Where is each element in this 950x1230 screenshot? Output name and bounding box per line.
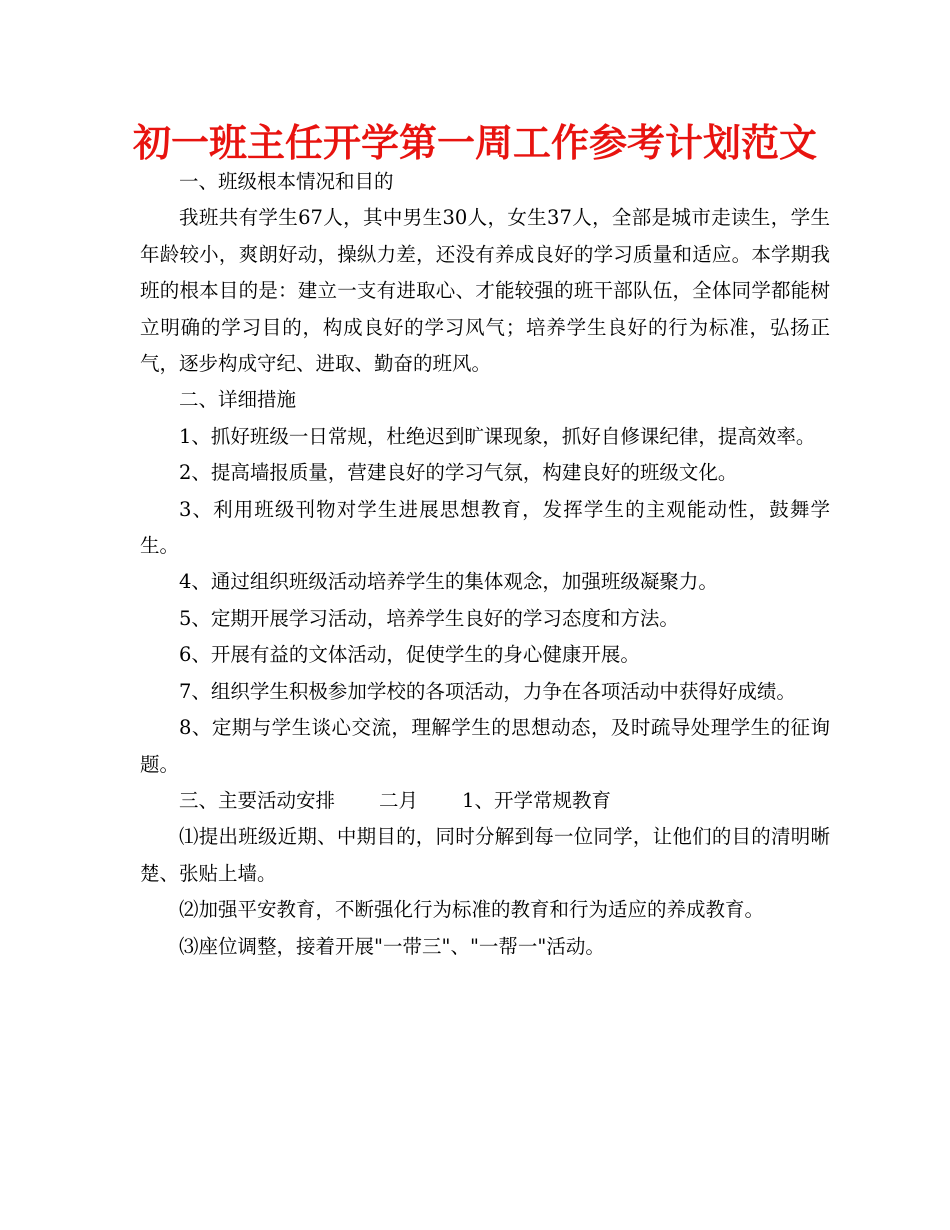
measure-item-2: 2、提高墙报质量，营建良好的学习气氛，构建良好的班级文化。: [179, 461, 738, 485]
document-title: 初一班主任开学第一周工作参考计划范文: [132, 121, 817, 165]
section-heading-2: 二、详细措施: [179, 388, 297, 412]
document-body: [140, 164, 830, 965]
schedule-subitem-3: ⑶座位调整，接着开展"一带三"、"一帮一"活动。: [179, 934, 605, 958]
section-heading-1: 一、班级根本情况和目的: [179, 170, 394, 193]
measure-item-1: 1、抓好班级一日常规，杜绝迟到旷课现象，抓好自修课纪律，提高效率。: [179, 424, 816, 448]
measure-item-5: 5、定期开展学习活动，培养学生良好的学习态度和方法。: [179, 606, 679, 630]
measure-item-4: 4、通过组织班级活动培养学生的集体观念，加强班级凝聚力。: [179, 570, 718, 594]
measure-item-7: 7、组织学生积极参加学校的各项活动，力争在各项活动中获得好成绩。: [179, 679, 796, 703]
measure-item-3: 3、利用班级刊物对学生进展思想教育，发挥学生的主观能动性，鼓舞学生。: [140, 497, 830, 558]
schedule-subitem-1: ⑴提出班级近期、中期目的，同时分解到每一位同学，让他们的目的清明晰楚、张贴上墙。: [140, 825, 830, 885]
schedule-month: 二月: [379, 788, 419, 812]
schedule-subitem-2: ⑵加强平安教育，不断强化行为标准的教育和行为适应的养成教育。: [179, 898, 765, 922]
measure-item-6: 6、开展有益的文体活动，促使学生的身心健康开展。: [179, 643, 640, 667]
measure-item-8: 8、定期与学生谈心交流，理解学生的思想动态，及时疏导处理学生的征询题。: [140, 716, 830, 776]
paragraph-class-overview: 我班共有学生67人，其中男生30人，女生37人，全部是城市走读生，学生年龄较小，爽朗好动，操纵力差，还没有养成良好的学习质量和适应。本学期我班的根本目的是：建立一支有进取心、才能较强的班干部队伍，全体同学都能树立明确的学习目的，构成良好的学习风气；培养学生良好的行为标准，弘扬正气，逐步构成守纪、进取、勤奋的班风。: [140, 206, 830, 376]
schedule-first-item: 1、开学常规教育: [462, 788, 611, 812]
schedule-heading: 三、主要活动安排: [179, 788, 336, 812]
section-heading-3: [140, 783, 830, 819]
